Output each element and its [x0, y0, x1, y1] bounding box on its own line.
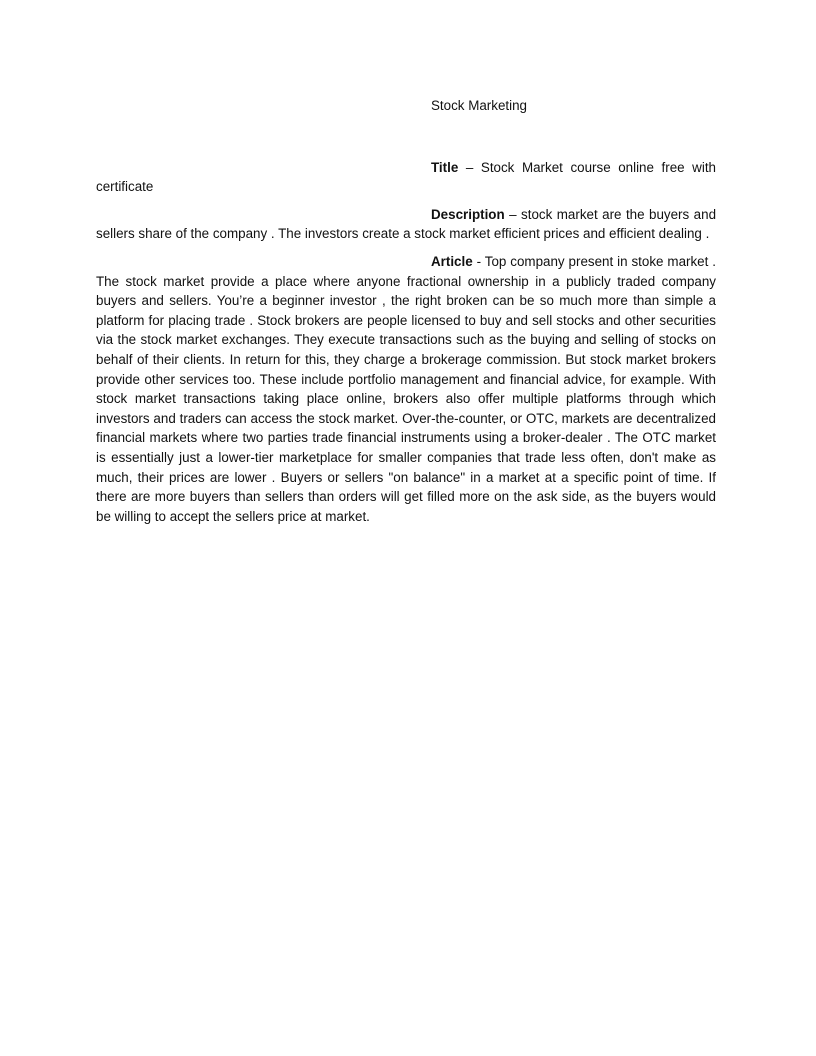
title-text: Stock Market course online free with certificate — [96, 159, 716, 195]
document-page — [96, 96, 716, 526]
article-paragraph — [96, 252, 716, 526]
title-separator: – — [458, 159, 481, 175]
description-text: stock market are the buyers and sellers share of the company . The investors create a stock market efficient prices and efficient dealing . — [96, 206, 717, 242]
description-paragraph — [96, 205, 716, 244]
description-separator: – — [504, 206, 522, 222]
article-text: Top company present in stoke market . The stock market provide a place where anyone fractional ownership in a publicly traded company buyers and sellers. You’re a beginner investor , the right broken can be so much more than simple a platform for placing trade . Stock brokers are people licensed to buy and sell stocks and other securities via the stock market exchanges. They execute transactions such as the buying and selling of stocks on behalf of their clients. In return for this, they charge a brokerage commission. But stock market brokers provide other services too. These include portfolio management and financial advice, for example. With stock market transactions taking place online, brokers also offer multiple platforms through which investors and traders can access the stock market. Over-the-counter, or OTC, markets are decentralized financial markets where two parties trade financial instruments using a broker-dealer . The OTC market is essentially just a lower-tier marketplace for smaller companies that trade less often, don't make as much, their prices are lower . Buyers or sellers "on balance" in a market at a specific point of time. If there are more buyers than sellers than orders will get filled more on the ask side, as the buyers would be willing to accept the sellers price at market. — [96, 253, 716, 524]
article-separator: - — [472, 253, 485, 269]
article-label: Article — [431, 253, 473, 269]
title-paragraph — [96, 158, 716, 197]
description-label: Description — [431, 206, 505, 222]
title-label: Title — [431, 159, 459, 175]
document-heading: Stock Marketing — [431, 98, 528, 113]
